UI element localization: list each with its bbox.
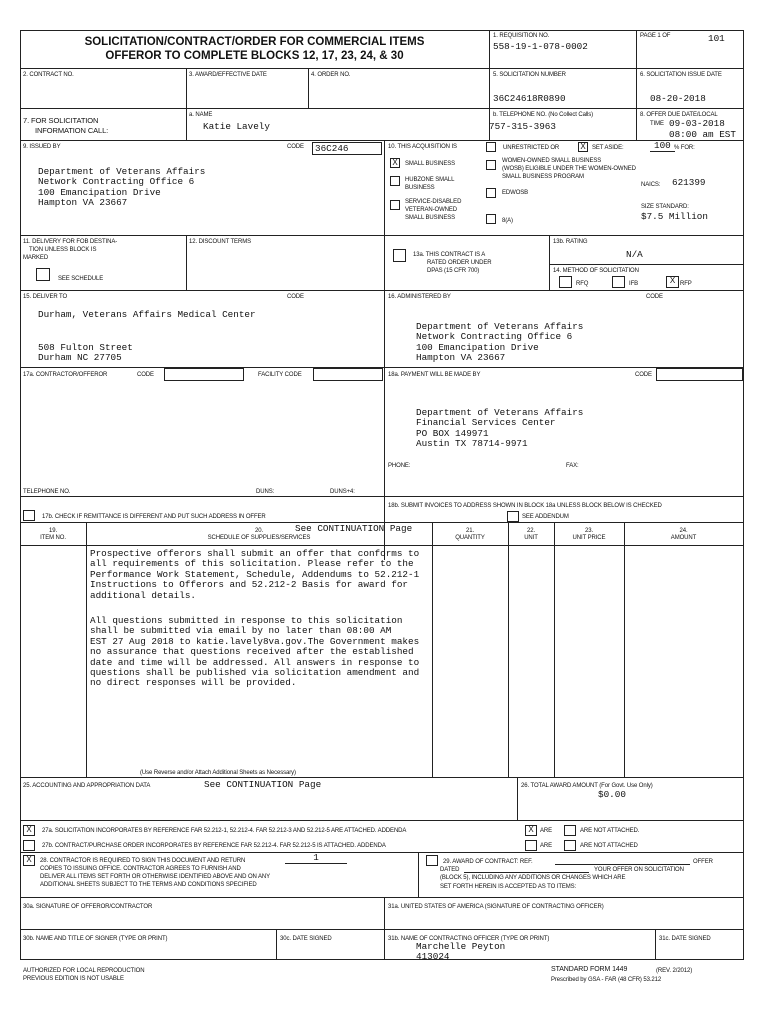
clause-27b-label: 27b. CONTRACT/PURCHASE ORDER INCORPORATES BY REFERENCE FAR 52.212-4. FAR 52.212-5 IS ATTACHED. ADDENDA bbox=[42, 843, 386, 849]
naics-label: NAICS: bbox=[641, 182, 661, 188]
discount-terms-label: 12. DISCOUNT TERMS bbox=[189, 239, 251, 245]
deliver-to-code-label: CODE bbox=[287, 294, 304, 300]
offer-due-label: 8. OFFER DUE DATE/LOCAL bbox=[640, 112, 718, 118]
requisition-label: 1. REQUISITION NO. bbox=[493, 33, 550, 39]
col22-title: UNIT bbox=[524, 535, 538, 541]
payment-label: 18a. PAYMENT WILL BE MADE BY bbox=[388, 372, 481, 378]
block28-line1: 28. CONTRACTOR IS REQUIRED TO SIGN THIS DOCUMENT AND RETURN bbox=[40, 858, 246, 864]
ifb-checkbox[interactable] bbox=[612, 276, 625, 288]
issue-date-value[interactable]: 08-20-2018 bbox=[650, 93, 706, 104]
officer-id: 413024 bbox=[416, 951, 450, 962]
administered-by-code-label: CODE bbox=[646, 294, 663, 300]
method-label: 14. METHOD OF SOLICITATION bbox=[553, 268, 639, 274]
27b-are-not-label: ARE NOT ATTACHED bbox=[580, 843, 638, 849]
block-29-dated-field[interactable] bbox=[464, 872, 589, 873]
block-29-your-offer: YOUR OFFER ON SOLICITATION bbox=[594, 867, 684, 873]
footer-previous: PREVIOUS EDITION IS NOT USABLE bbox=[23, 976, 124, 982]
page-label: PAGE 1 OF bbox=[640, 33, 671, 39]
solicitation-no-label: 5. SOLICITATION NUMBER bbox=[493, 72, 566, 78]
clause-27b-checkbox[interactable] bbox=[23, 840, 35, 851]
size-standard-label: SIZE STANDARD: bbox=[641, 204, 689, 210]
rated-line3: DPAS (15 CFR 700) bbox=[427, 268, 480, 274]
issue-date-label: 6. SOLICITATION ISSUE DATE bbox=[640, 72, 722, 78]
delivery-line2: TION UNLESS BLOCK IS bbox=[29, 247, 97, 253]
hubzone-label bbox=[405, 176, 454, 192]
remittance-label: 17b. CHECK IF REMITTANCE IS DIFFERENT AND PUT SUCH ADDRESS IN OFFER bbox=[42, 514, 266, 520]
contractor-code-field[interactable] bbox=[164, 368, 244, 381]
block-28-copies[interactable]: 1 bbox=[285, 853, 347, 864]
rfq-label: RFQ bbox=[576, 281, 589, 287]
small-business-label: SMALL BUSINESS bbox=[405, 161, 456, 167]
total-award-label: 26. TOTAL AWARD AMOUNT (For Govt. Use Only) bbox=[521, 783, 653, 789]
ifb-label: IFB bbox=[629, 281, 639, 287]
27b-are-label: ARE bbox=[540, 843, 553, 849]
for-solicitation-label bbox=[23, 116, 108, 136]
unrestricted-checkbox[interactable] bbox=[486, 142, 496, 152]
block-29-line4: SET FORTH HEREIN IS ACCEPTED AS TO ITEMS: bbox=[440, 884, 577, 890]
contractor-code-label: CODE bbox=[137, 372, 154, 378]
sdvosb-checkbox[interactable] bbox=[390, 200, 400, 210]
col19-title: ITEM NO. bbox=[40, 535, 66, 541]
wosb-line2: (WOSB) ELIGIBLE UNDER THE WOMEN-OWNED bbox=[502, 166, 636, 172]
footer-form-name: STANDARD FORM 1449 bbox=[551, 966, 628, 973]
payment-code-field[interactable] bbox=[656, 368, 743, 381]
contractor-label: 17a. CONTRACTOR/OFFEROR bbox=[23, 372, 108, 378]
naics-value[interactable]: 621399 bbox=[672, 177, 706, 188]
delivery-line1: 11. DELIVERY FOR FOB DESTINA- bbox=[23, 239, 118, 245]
set-aside-checkbox[interactable]: X bbox=[578, 142, 588, 152]
award-date-label: 3. AWARD/EFFECTIVE DATE bbox=[189, 72, 267, 78]
rfp-checkbox[interactable]: X bbox=[666, 276, 679, 288]
col20-title: SCHEDULE OF SUPPLIES/SERVICES bbox=[207, 535, 311, 541]
col-amount-header bbox=[624, 528, 743, 542]
rated-order-label bbox=[413, 251, 492, 275]
col22-num: 22. bbox=[526, 528, 536, 534]
submit-invoices-label: 18b. SUBMIT INVOICES TO ADDRESS SHOWN IN BLOCK 18a UNLESS BLOCK BELOW IS CHECKED bbox=[388, 503, 662, 509]
issued-by-code-field[interactable] bbox=[312, 142, 382, 155]
col21-title: QUANTITY bbox=[455, 535, 485, 541]
name-label: a. NAME bbox=[189, 112, 213, 118]
size-standard-value[interactable]: $7.5 Million bbox=[641, 211, 708, 222]
see-schedule-label: SEE SCHEDULE bbox=[58, 276, 104, 282]
hubzone-line1: HUBZONE SMALL bbox=[405, 177, 455, 183]
col-unit-price-header bbox=[554, 528, 624, 542]
block28-line4: ADDITIONAL SHEETS SUBJECT TO THE TERMS AND CONDITIONS SPECIFIED bbox=[40, 882, 257, 888]
form-title-line1: SOLICITATION/CONTRACT/ORDER FOR COMMERCIAL ITEMS bbox=[84, 36, 425, 48]
block-28-checkbox[interactable]: X bbox=[23, 855, 35, 866]
contract-no-label: 2. CONTRACT NO. bbox=[23, 72, 74, 78]
sdvosb-line1: SERVICE-DISABLED bbox=[405, 199, 462, 205]
date-signed-30c-label: 30c. DATE SIGNED bbox=[280, 936, 332, 942]
offer-due-time[interactable]: 08:00 am EST bbox=[669, 129, 736, 140]
signature-officer-label: 31a. UNITED STATES OF AMERICA (SIGNATURE OF CONTRACTING OFFICER) bbox=[388, 904, 604, 910]
eight-a-checkbox[interactable] bbox=[486, 214, 496, 224]
block-28-text bbox=[40, 857, 270, 889]
duns-label: DUNS: bbox=[256, 489, 275, 495]
col-quantity-header bbox=[432, 528, 508, 542]
clause-27a-checkbox[interactable]: X bbox=[23, 825, 35, 836]
administered-by-address: Department of Veterans Affairs Network Contracting Office 6 100 Emancipation Drive Hampton VA 23667 bbox=[416, 321, 584, 364]
for-solicitation-line1: 7. FOR SOLICITATION bbox=[23, 116, 99, 125]
rated-line2: RATED ORDER UNDER bbox=[427, 260, 492, 266]
sdvosb-line2: VETERAN-OWNED bbox=[405, 207, 458, 213]
edwosb-checkbox[interactable] bbox=[486, 188, 496, 198]
issued-by-code: 36C246 bbox=[315, 143, 349, 154]
reverse-note: (Use Reverse and/or Attach Additional Sheets as Necessary) bbox=[140, 770, 296, 776]
delivery-line3: MARKED bbox=[23, 255, 49, 261]
eight-a-label: 8(A) bbox=[502, 218, 513, 224]
delivery-label bbox=[23, 238, 117, 262]
footer-rev: (REV. 2/2012) bbox=[656, 968, 693, 974]
27b-are-checkbox[interactable] bbox=[525, 840, 537, 851]
col24-num: 24. bbox=[679, 528, 688, 534]
accounting-label: 25. ACCOUNTING AND APPROPRIATION DATA bbox=[23, 783, 151, 789]
form-title-line2: OFFEROR TO COMPLETE BLOCKS 12, 17, 23, 24, & 30 bbox=[105, 50, 404, 62]
col20-value: See CONTINUATION Page bbox=[295, 523, 413, 534]
deliver-to-line2: 508 Fulton Street bbox=[38, 342, 133, 353]
wosb-line1: WOMEN-OWNED SMALL BUSINESS bbox=[502, 158, 602, 164]
small-business-checkbox[interactable]: X bbox=[390, 158, 400, 168]
payment-address: Department of Veterans Affairs Financial Services Center PO BOX 149971 Austin TX 78714-9971 bbox=[416, 407, 584, 450]
acquisition-label: 10. THIS ACQUISITION IS bbox=[388, 144, 457, 150]
form-title bbox=[20, 35, 489, 63]
27a-are-checkbox[interactable]: X bbox=[525, 825, 537, 836]
footer-authorized: AUTHORIZED FOR LOCAL REPRODUCTION bbox=[23, 968, 145, 974]
contact-name[interactable]: Katie Lavely bbox=[203, 121, 270, 132]
page-total: 101 bbox=[708, 33, 725, 44]
contact-phone[interactable]: 757-315-3963 bbox=[489, 121, 556, 132]
issued-by-label: 9. ISSUED BY bbox=[23, 144, 61, 150]
phone-label: b. TELEPHONE NO. (No Collect Calls) bbox=[493, 112, 594, 118]
solicitation-no-value[interactable]: 36C24618R0890 bbox=[493, 93, 566, 104]
rated-order-checkbox[interactable] bbox=[393, 249, 406, 262]
block28-line3: DELIVER ALL ITEMS SET FORTH OR OTHERWISE IDENTIFIED ABOVE AND ON ANY bbox=[40, 874, 271, 880]
footer-prescribed: Prescribed by GSA - FAR (48 CFR) 53.212 bbox=[551, 977, 662, 983]
percent-for-label: % FOR: bbox=[674, 145, 695, 151]
col23-title: UNIT PRICE bbox=[572, 535, 606, 541]
administered-by-label: 16. ADMINISTERED BY bbox=[388, 294, 451, 300]
deliver-to-line3: Durham NC 27705 bbox=[38, 352, 122, 363]
payment-fax-label: FAX: bbox=[566, 463, 579, 469]
block28-line2: COPIES TO ISSUING OFFICE. CONTRACTOR AGREES TO FURNISH AND bbox=[40, 866, 241, 872]
block-29-dated: DATED bbox=[440, 867, 460, 873]
total-award-value[interactable]: $0.00 bbox=[598, 789, 626, 800]
duns4-label: DUNS+4: bbox=[330, 489, 355, 495]
sdvosb-line3: SMALL BUSINESS bbox=[405, 215, 456, 221]
rating-value[interactable]: N/A bbox=[626, 249, 643, 260]
facility-code-label: FACILITY CODE bbox=[258, 372, 302, 378]
order-no-label: 4. ORDER NO. bbox=[311, 72, 351, 78]
rfp-label: RFP bbox=[680, 281, 692, 287]
for-solicitation-line2: INFORMATION CALL: bbox=[35, 126, 109, 135]
block-29-ref-field[interactable] bbox=[555, 864, 690, 865]
col-item-header bbox=[20, 528, 86, 542]
clause-27a-label: 27a. SOLICITATION INCORPORATES BY REFERENCE FAR 52.212-1, 52.212-4. FAR 52.212-3 AND 52.212-5 ARE ATTACHED. ADDENDA bbox=[42, 828, 407, 834]
block-29-checkbox[interactable] bbox=[426, 855, 438, 866]
wosb-label bbox=[502, 157, 636, 181]
signer-name-label: 30b. NAME AND TITLE OF SIGNER (TYPE OR PRINT) bbox=[23, 936, 168, 942]
col21-num: 21. bbox=[465, 528, 475, 534]
27a-are-not-label: ARE NOT ATTACHED. bbox=[580, 828, 640, 834]
see-addendum-label: SEE ADDENDUM bbox=[522, 514, 569, 520]
payment-code-label: CODE bbox=[635, 372, 652, 378]
officer-name-label: 31b. NAME OF CONTRACTING OFFICER (TYPE OR PRINT) bbox=[388, 936, 550, 942]
signature-offeror-label: 30a. SIGNATURE OF OFFEROR/CONTRACTOR bbox=[23, 904, 153, 910]
rfq-checkbox[interactable] bbox=[559, 276, 572, 288]
27a-are-label: ARE bbox=[540, 828, 553, 834]
col19-num: 19. bbox=[48, 528, 58, 534]
requisition-value: 558-19-1-078-0002 bbox=[493, 41, 588, 52]
hubzone-line2: BUSINESS bbox=[405, 185, 435, 191]
set-aside-percent[interactable]: 100 bbox=[650, 141, 675, 152]
date-signed-31c-label: 31c. DATE SIGNED bbox=[659, 936, 711, 942]
remittance-checkbox[interactable] bbox=[23, 510, 35, 521]
col23-num: 23. bbox=[584, 528, 594, 534]
sdvosb-label bbox=[405, 198, 461, 222]
offer-due-time-label: TIME bbox=[650, 121, 664, 127]
schedule-paragraph-1: Prospective offerors shall submit an offer that conforms to all requirements of this solicitation. Please refer to the Performance Work Statement, Schedule, Addendums to 52.212-1 Instructions to Offerors and 52.212-2 Basis for award for additional details. bbox=[90, 548, 420, 601]
telephone-label: TELEPHONE NO. bbox=[23, 489, 71, 495]
accounting-value: See CONTINUATION Page bbox=[204, 779, 322, 790]
block-29-offer: OFFER bbox=[693, 859, 713, 865]
rated-line1: 13a. THIS CONTRACT IS A bbox=[413, 252, 486, 258]
set-aside-label: SET ASIDE: bbox=[592, 145, 624, 151]
block-29-line1: 29. AWARD OF CONTRACT: REF. bbox=[443, 859, 533, 865]
col-unit-header bbox=[508, 528, 554, 542]
offer-due-date[interactable]: 09-03-2018 bbox=[669, 118, 725, 129]
see-schedule-checkbox[interactable] bbox=[36, 268, 50, 281]
issued-by-address: Department of Veterans Affairs Network Contracting Office 6 100 Emancipation Drive Hampton VA 23667 bbox=[38, 166, 206, 209]
col20-num: 20. bbox=[254, 528, 264, 534]
deliver-to-label: 15. DELIVER TO bbox=[23, 294, 68, 300]
payment-phone-label: PHONE: bbox=[388, 463, 411, 469]
unrestricted-label: UNRESTRICTED OR bbox=[503, 145, 560, 151]
deliver-to-line1: Durham, Veterans Affairs Medical Center bbox=[38, 309, 256, 320]
see-addendum-checkbox[interactable] bbox=[507, 511, 519, 522]
27b-are-not-checkbox[interactable] bbox=[564, 840, 576, 851]
rating-label: 13b. RATING bbox=[553, 239, 588, 245]
wosb-line3: SMALL BUSINESS PROGRAM bbox=[502, 174, 584, 180]
col24-title: AMOUNT bbox=[670, 535, 697, 541]
issued-by-code-label: CODE bbox=[287, 144, 304, 150]
officer-name: Marchelle Peyton bbox=[416, 941, 506, 952]
27a-are-not-checkbox[interactable] bbox=[564, 825, 576, 836]
wosb-checkbox[interactable] bbox=[486, 160, 496, 170]
hubzone-checkbox[interactable] bbox=[390, 176, 400, 186]
facility-code-field[interactable] bbox=[313, 368, 383, 381]
schedule-paragraph-2: All questions submitted in response to this solicitation shall be submitted via email by no later than 08:00 AM EST 27 Aug 2018 to katie.lavely8va.gov.The Government makes no assurance that questions received after the established date and time will be addressed. All answers in response to questions shall be published via solicitation amendment and no direct responses will be provided. bbox=[90, 615, 420, 689]
block-29-line3: (BLOCK 5), INCLUDING ANY ADDITIONS OR CHANGES WHICH ARE bbox=[440, 875, 626, 881]
edwosb-label: EDWOSB bbox=[502, 190, 529, 196]
